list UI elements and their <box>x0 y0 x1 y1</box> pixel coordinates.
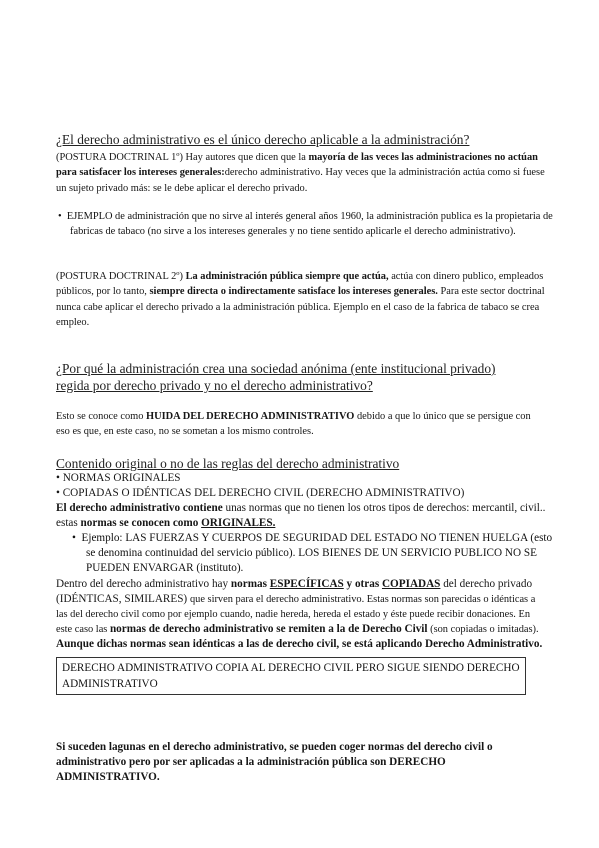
text-run: unas normas que no tienen los otros tipos de derechos: mercantil, civil.. estas <box>56 502 546 529</box>
text-run: Para este sector doctrinal nunca cabe aplicar el derecho privado a la administración pública. Ejemplo en el caso de la fabrica de tabaco se crea empleo. <box>56 286 545 329</box>
section1-heading: ¿El derecho administrativo es el único derecho aplicable a la administración? <box>56 132 470 147</box>
section1-paragraph2 <box>56 269 546 331</box>
bold-run: siempre directa o indirectamente satisface los intereses generales. <box>149 286 438 298</box>
bold-run: normas <box>230 578 270 590</box>
bold-run: Aunque dichas normas sean idénticas a las de derecho civil, se está aplicando Derecho Administrativo. <box>56 638 543 650</box>
bold-run: HUIDA DEL DERECHO ADMINISTRATIVO <box>146 411 355 422</box>
text-run: derecho administrativo. Hay veces que la administración actúa como si fuese un sujeto privado más: se le debe aplicar el derecho privado. <box>56 167 545 194</box>
bullet-text: EJEMPLO de administración que no sirve al interés general años 1960, la administración publica es la propietaria de fabricas de tabaco (no sirve a los intereses generales y no tiene sentido aplicarle el derecho administrativo). <box>66 211 553 238</box>
bold-run: La administración pública siempre que actúa, <box>185 271 389 282</box>
text-run: (son copiadas o imitadas). <box>427 624 539 635</box>
section3-heading: Contenido original o no de las reglas del derecho administrativo <box>56 456 400 471</box>
section3-paragraph1 <box>56 501 546 531</box>
bullet-text: Ejemplo: LAS FUERZAS Y CUERPOS DE SEGURIDAD DEL ESTADO NO TIENEN HUELGA (esto se denomina continuidad del servicio público). LOS BIENES DE UN SERVICIO PUBLICO NO SE PUEDEN ENVARGAR (instituto). <box>81 532 553 574</box>
text-run: del derecho privado (IDÉNTICAS, SIMILARES) <box>56 578 533 605</box>
section1-bullet: • EJEMPLO de administración que no sirve al interés general años 1960, la administración publica es la propietaria de fabricas de tabaco (no sirve a los intereses generales y no tiene sentido aplicarle el derecho administrativo). <box>58 211 553 238</box>
text-run: debido a que lo único que se persigue con eso es que, en este caso, no se sometan a los mismo controles. <box>56 411 531 438</box>
bold-underlined-run: ORIGINALES. <box>201 517 276 529</box>
text-run: (POSTURA DOCTRINAL 1º) Hay autores que dicen que la <box>56 152 309 163</box>
section2-heading: ¿Por qué la administración crea una sociedad anónima (ente institucional privado) regida por derecho privado y no el derecho administrativo? <box>56 361 496 393</box>
bold-run: normas de derecho administrativo se remiten a la de Derecho Civil <box>109 623 428 635</box>
bold-run: y otras <box>343 578 382 590</box>
text-run: (POSTURA DOCTRINAL 2º) <box>56 271 186 282</box>
bold-underlined-run: ESPECÍFICAS <box>269 578 344 590</box>
text-run: que sirven para el derecho administrativo. Estas normas son parecidas o idénticas a las del derecho civil como por ejemplo cuando, nadie hereda, hereda el estado y éste puede recibir donaciones. En este caso las <box>56 594 536 635</box>
text-run: Esto se conoce como <box>56 411 147 422</box>
bold-underlined-run: COPIADAS <box>381 578 441 590</box>
list-item-copiadas: • COPIADAS O IDÉNTICAS DEL DERECHO CIVIL (DERECHO ADMINISTRATIVO) <box>56 487 465 499</box>
text-run: Dentro del derecho administrativo hay <box>56 578 231 590</box>
section2-paragraph <box>56 409 546 440</box>
bold-run: El derecho administrativo contiene <box>56 502 223 514</box>
bold-run: normas se conocen como <box>80 517 202 529</box>
list-item-normas-originales: • NORMAS ORIGINALES <box>56 472 181 484</box>
section3-paragraph2 <box>56 577 546 652</box>
text-run: actúa con dinero publico, empleados públicos, por lo tanto, <box>56 271 544 298</box>
section3-bullet: • Ejemplo: LAS FUERZAS Y CUERPOS DE SEGURIDAD DEL ESTADO NO TIENEN HUELGA (esto se denomina continuidad del servicio público). LOS BIENES DE UN SERVICIO PUBLICO NO SE PUEDEN ENVARGAR (instituto). <box>72 532 553 574</box>
highlight-box: DERECHO ADMINISTRATIVO COPIA AL DERECHO CIVIL PERO SIGUE SIENDO DERECHO ADMINISTRATIVO <box>56 657 526 695</box>
final-paragraph <box>56 740 542 785</box>
section1-paragraph1 <box>56 150 546 196</box>
bold-run: mayoría de las veces las administraciones no actúan para satisfacer los intereses generales: <box>56 152 538 179</box>
bold-run: Si suceden lagunas en el derecho administrativo, se pueden coger normas del derecho civil o administrativo pero por ser aplicadas a la administración pública son DERECHO ADMINISTRATIVO. <box>56 741 493 783</box>
